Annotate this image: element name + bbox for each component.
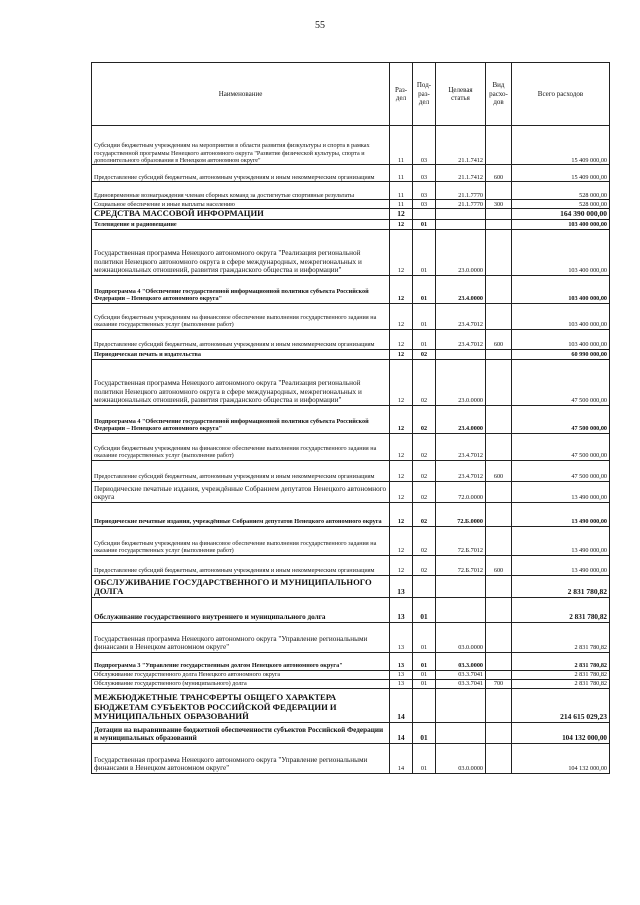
row-name: Периодические печатные издания, учреждённые Собранием депутатов Ненецкого автономного округа — [92, 502, 390, 526]
row-target-article — [436, 209, 486, 220]
row-target-article: 23.0.0000 — [436, 229, 486, 275]
row-expense-type: 600 — [486, 460, 512, 481]
row-razdel: 12 — [390, 229, 413, 275]
header-total: Всего расходов — [512, 63, 610, 126]
row-total: 2 831 780,82 — [512, 679, 610, 688]
row-razdel: 14 — [390, 688, 413, 722]
row-name: ОБСЛУЖИВАНИЕ ГОСУДАРСТВЕННОГО И МУНИЦИПАЛЬНОГО ДОЛГА — [92, 575, 390, 597]
table-row — [92, 219, 610, 229]
row-razdel: 13 — [390, 622, 413, 652]
table-row — [92, 200, 610, 209]
row-podrazdel: 01 — [413, 743, 436, 773]
row-total: 60 990 000,00 — [512, 349, 610, 359]
row-target-article: 21.1.7770 — [436, 200, 486, 209]
row-podrazdel: 02 — [413, 555, 436, 575]
row-target-article: 72.Б.7012 — [436, 526, 486, 555]
row-podrazdel: 01 — [413, 622, 436, 652]
table-row — [92, 460, 610, 481]
row-name: Предоставление субсидий бюджетным, автономным учреждениям и иным некоммерческим организациям — [92, 329, 390, 349]
table-row — [92, 229, 610, 275]
table-row — [92, 209, 610, 220]
row-name: Субсидии бюджетным учреждениям на финансовое обеспечение выполнения государственного задания на оказание государственных услуг (выполнение работ) — [92, 526, 390, 555]
row-expense-type — [486, 229, 512, 275]
row-total: 47 500 000,00 — [512, 460, 610, 481]
row-razdel: 12 — [390, 526, 413, 555]
row-podrazdel — [413, 575, 436, 597]
row-name: Государственная программа Ненецкого автономного округа "Управление региональными финансами в Ненецком автономном округе" — [92, 622, 390, 652]
row-total: 47 500 000,00 — [512, 405, 610, 433]
row-target-article — [436, 722, 486, 743]
row-total: 13 490 000,00 — [512, 526, 610, 555]
row-expense-type — [486, 219, 512, 229]
row-name: Предоставление субсидий бюджетным, автономным учреждениям и иным некоммерческим организациям — [92, 555, 390, 575]
row-razdel: 12 — [390, 349, 413, 359]
table-row — [92, 555, 610, 575]
row-name: Предоставление субсидий бюджетным, автономным учреждениям и иным некоммерческим организациям — [92, 165, 390, 182]
table-row — [92, 303, 610, 329]
header-expense-type: Вид расхо- дов — [486, 63, 512, 126]
row-name: Обслуживание государственного долга Ненецкого автономного округа — [92, 670, 390, 679]
row-podrazdel: 01 — [413, 303, 436, 329]
row-razdel: 13 — [390, 575, 413, 597]
row-expense-type — [486, 597, 512, 622]
row-target-article: 72.Б.0000 — [436, 502, 486, 526]
row-podrazdel: 02 — [413, 481, 436, 502]
row-total: 528 000,00 — [512, 182, 610, 200]
row-name: Дотации на выравнивание бюджетной обеспеченности субъектов Российской Федерации и муниципальных образований — [92, 722, 390, 743]
row-podrazdel: 01 — [413, 219, 436, 229]
row-total: 2 831 780,82 — [512, 652, 610, 670]
row-podrazdel — [413, 688, 436, 722]
row-expense-type — [486, 359, 512, 405]
header-razdel: Раз- дел — [390, 63, 413, 126]
table-row — [92, 679, 610, 688]
row-razdel: 11 — [390, 165, 413, 182]
row-podrazdel: 02 — [413, 349, 436, 359]
row-expense-type — [486, 622, 512, 652]
row-target-article: 03.3.7041 — [436, 670, 486, 679]
row-razdel: 12 — [390, 405, 413, 433]
table-row — [92, 329, 610, 349]
row-name: Государственная программа Ненецкого автономного округа "Реализация региональной политики Ненецкого автономного округа в сфере международных, межрегиональных и межнациональных отношений, развития гражданского общества и информации" — [92, 229, 390, 275]
row-total: 15 409 000,00 — [512, 165, 610, 182]
row-razdel: 13 — [390, 597, 413, 622]
table-row — [92, 622, 610, 652]
row-podrazdel: 03 — [413, 182, 436, 200]
row-target-article: 03.3.7041 — [436, 679, 486, 688]
row-podrazdel: 02 — [413, 460, 436, 481]
row-name: Подпрограмма 3 "Управление государственным долгом Ненецкого автономного округа" — [92, 652, 390, 670]
row-name: Государственная программа Ненецкого автономного округа "Управление региональными финансами в Ненецком автономном округе" — [92, 743, 390, 773]
row-name: СРЕДСТВА МАССОВОЙ ИНФОРМАЦИИ — [92, 209, 390, 220]
row-razdel: 12 — [390, 481, 413, 502]
row-podrazdel: 01 — [413, 670, 436, 679]
row-expense-type — [486, 405, 512, 433]
row-podrazdel: 01 — [413, 275, 436, 303]
row-name: Субсидии бюджетным учреждениям на финансовое обеспечение выполнения государственного задания на оказание государственных услуг (выполнение работ) — [92, 303, 390, 329]
row-podrazdel: 01 — [413, 329, 436, 349]
row-target-article: 03.0.0000 — [436, 622, 486, 652]
table-row — [92, 275, 610, 303]
row-podrazdel: 03 — [413, 126, 436, 165]
table-row — [92, 652, 610, 670]
row-podrazdel: 02 — [413, 359, 436, 405]
row-total: 47 500 000,00 — [512, 359, 610, 405]
budget-table — [91, 62, 610, 774]
row-total: 13 490 000,00 — [512, 502, 610, 526]
row-total: 13 490 000,00 — [512, 555, 610, 575]
row-target-article: 21.1.7412 — [436, 126, 486, 165]
row-podrazdel: 02 — [413, 502, 436, 526]
header-podrazdel: Под- раз- дел — [413, 63, 436, 126]
row-podrazdel: 03 — [413, 165, 436, 182]
row-total: 164 390 000,00 — [512, 209, 610, 220]
row-expense-type — [486, 209, 512, 220]
row-podrazdel: 01 — [413, 722, 436, 743]
table-row — [92, 165, 610, 182]
table-row — [92, 722, 610, 743]
row-razdel: 12 — [390, 502, 413, 526]
row-razdel: 12 — [390, 359, 413, 405]
row-target-article: 23.0.0000 — [436, 359, 486, 405]
row-podrazdel: 02 — [413, 526, 436, 555]
header-target-article: Целевая статья — [436, 63, 486, 126]
row-total: 47 500 000,00 — [512, 433, 610, 460]
row-target-article — [436, 597, 486, 622]
row-name: МЕЖБЮДЖЕТНЫЕ ТРАНСФЕРТЫ ОБЩЕГО ХАРАКТЕРА БЮДЖЕТАМ СУБЪЕКТОВ РОССИЙСКОЙ ФЕДЕРАЦИИ И МУНИЦИПАЛЬНЫХ ОБРАЗОВАНИЙ — [92, 688, 390, 722]
row-expense-type — [486, 275, 512, 303]
row-total: 104 132 000,00 — [512, 743, 610, 773]
row-expense-type: 600 — [486, 165, 512, 182]
row-podrazdel — [413, 209, 436, 220]
row-name: Предоставление субсидий бюджетным, автономным учреждениям и иным некоммерческим организациям — [92, 460, 390, 481]
row-razdel: 12 — [390, 555, 413, 575]
row-total: 15 409 000,00 — [512, 126, 610, 165]
row-expense-type: 600 — [486, 555, 512, 575]
row-target-article: 21.1.7412 — [436, 165, 486, 182]
row-expense-type — [486, 126, 512, 165]
row-podrazdel: 01 — [413, 652, 436, 670]
table-row — [92, 405, 610, 433]
row-target-article: 23.4.7012 — [436, 329, 486, 349]
row-razdel: 13 — [390, 670, 413, 679]
row-target-article: 03.0.0000 — [436, 743, 486, 773]
row-expense-type — [486, 652, 512, 670]
row-razdel: 12 — [390, 219, 413, 229]
row-target-article: 21.1.7770 — [436, 182, 486, 200]
row-name: Подпрограмма 4 "Обеспечение государственной информационной политики субъекта Российской Федерации – Ненецкого автономного округа" — [92, 275, 390, 303]
row-podrazdel: 01 — [413, 229, 436, 275]
row-podrazdel: 02 — [413, 433, 436, 460]
row-name: Государственная программа Ненецкого автономного округа "Реализация региональной политики Ненецкого автономного округа в сфере международных, межрегиональных и межнациональных отношений, развития гражданского общества и информации" — [92, 359, 390, 405]
row-target-article: 23.4.0000 — [436, 405, 486, 433]
row-name: Периодические печатные издания, учреждённые Собранием депутатов Ненецкого автономного округа — [92, 481, 390, 502]
row-target-article — [436, 575, 486, 597]
row-target-article: 23.4.7012 — [436, 433, 486, 460]
table-body — [92, 126, 610, 774]
row-total: 103 400 000,00 — [512, 303, 610, 329]
row-razdel: 12 — [390, 275, 413, 303]
table-header-row — [92, 63, 610, 126]
row-razdel: 13 — [390, 652, 413, 670]
table-row — [92, 359, 610, 405]
row-podrazdel: 02 — [413, 405, 436, 433]
row-razdel: 11 — [390, 182, 413, 200]
table-row — [92, 575, 610, 597]
row-razdel: 11 — [390, 200, 413, 209]
row-target-article: 03.3.0000 — [436, 652, 486, 670]
row-total: 2 831 780,82 — [512, 670, 610, 679]
row-razdel: 12 — [390, 433, 413, 460]
row-total: 103 400 000,00 — [512, 229, 610, 275]
row-expense-type: 700 — [486, 679, 512, 688]
row-target-article: 23.4.0000 — [436, 275, 486, 303]
row-name: Подпрограмма 4 "Обеспечение государственной информационной политики субъекта Российской Федерации – Ненецкого автономного округа" — [92, 405, 390, 433]
table-row — [92, 502, 610, 526]
row-target-article: 72.Б.7012 — [436, 555, 486, 575]
row-expense-type — [486, 481, 512, 502]
row-name: Субсидии бюджетным учреждениям на финансовое обеспечение выполнения государственного задания на оказание государственных услуг (выполнение работ) — [92, 433, 390, 460]
row-total: 103 400 000,00 — [512, 275, 610, 303]
row-target-article: 23.4.7012 — [436, 303, 486, 329]
row-expense-type — [486, 743, 512, 773]
row-total: 2 831 780,82 — [512, 597, 610, 622]
row-name: Субсидии бюджетным учреждениям на мероприятия в области развития физкультуры и спорта в рамках государственной программы Ненецкого автономного округа "Развитие физической культуры, спорта и дополнительного образования в Ненецком автономном округе" — [92, 126, 390, 165]
row-expense-type — [486, 303, 512, 329]
table-row — [92, 182, 610, 200]
table-row — [92, 743, 610, 773]
row-expense-type: 600 — [486, 329, 512, 349]
row-expense-type — [486, 670, 512, 679]
row-name: Социальное обеспечение и иные выплаты населению — [92, 200, 390, 209]
row-name: Периодическая печать и издательства — [92, 349, 390, 359]
row-total: 2 831 780,82 — [512, 622, 610, 652]
row-expense-type — [486, 722, 512, 743]
page-number: 55 — [315, 20, 325, 31]
table-row — [92, 688, 610, 722]
row-expense-type — [486, 526, 512, 555]
table-row — [92, 126, 610, 165]
row-razdel: 12 — [390, 460, 413, 481]
table-row — [92, 349, 610, 359]
row-total: 2 831 780,82 — [512, 575, 610, 597]
row-razdel: 12 — [390, 209, 413, 220]
row-total: 214 615 029,23 — [512, 688, 610, 722]
row-target-article — [436, 219, 486, 229]
row-target-article: 72.0.0000 — [436, 481, 486, 502]
row-expense-type — [486, 688, 512, 722]
row-razdel: 11 — [390, 126, 413, 165]
row-podrazdel: 01 — [413, 679, 436, 688]
row-name: Единовременные вознаграждения членам сборных команд за достигнутые спортивные результаты — [92, 182, 390, 200]
row-razdel: 14 — [390, 722, 413, 743]
table-row — [92, 481, 610, 502]
header-name: Наименование — [92, 63, 390, 126]
row-razdel: 14 — [390, 743, 413, 773]
row-target-article — [436, 349, 486, 359]
row-total: 104 132 000,00 — [512, 722, 610, 743]
row-target-article — [436, 688, 486, 722]
row-name: Телевидение и радиовещание — [92, 219, 390, 229]
row-razdel: 12 — [390, 303, 413, 329]
table-row — [92, 433, 610, 460]
row-name: Обслуживание государственного внутреннего и муниципального долга — [92, 597, 390, 622]
row-expense-type — [486, 502, 512, 526]
row-expense-type: 300 — [486, 200, 512, 209]
row-name: Обслуживание государственного (муниципального) долга — [92, 679, 390, 688]
row-total: 103 400 000,00 — [512, 219, 610, 229]
row-razdel: 13 — [390, 679, 413, 688]
row-expense-type — [486, 433, 512, 460]
row-expense-type — [486, 575, 512, 597]
table-row — [92, 670, 610, 679]
row-total: 103 400 000,00 — [512, 329, 610, 349]
row-target-article: 23.4.7012 — [436, 460, 486, 481]
row-podrazdel: 03 — [413, 200, 436, 209]
row-podrazdel: 01 — [413, 597, 436, 622]
row-expense-type — [486, 349, 512, 359]
row-expense-type — [486, 182, 512, 200]
table-row — [92, 597, 610, 622]
row-razdel: 12 — [390, 329, 413, 349]
table-row — [92, 526, 610, 555]
row-total: 528 000,00 — [512, 200, 610, 209]
row-total: 13 490 000,00 — [512, 481, 610, 502]
